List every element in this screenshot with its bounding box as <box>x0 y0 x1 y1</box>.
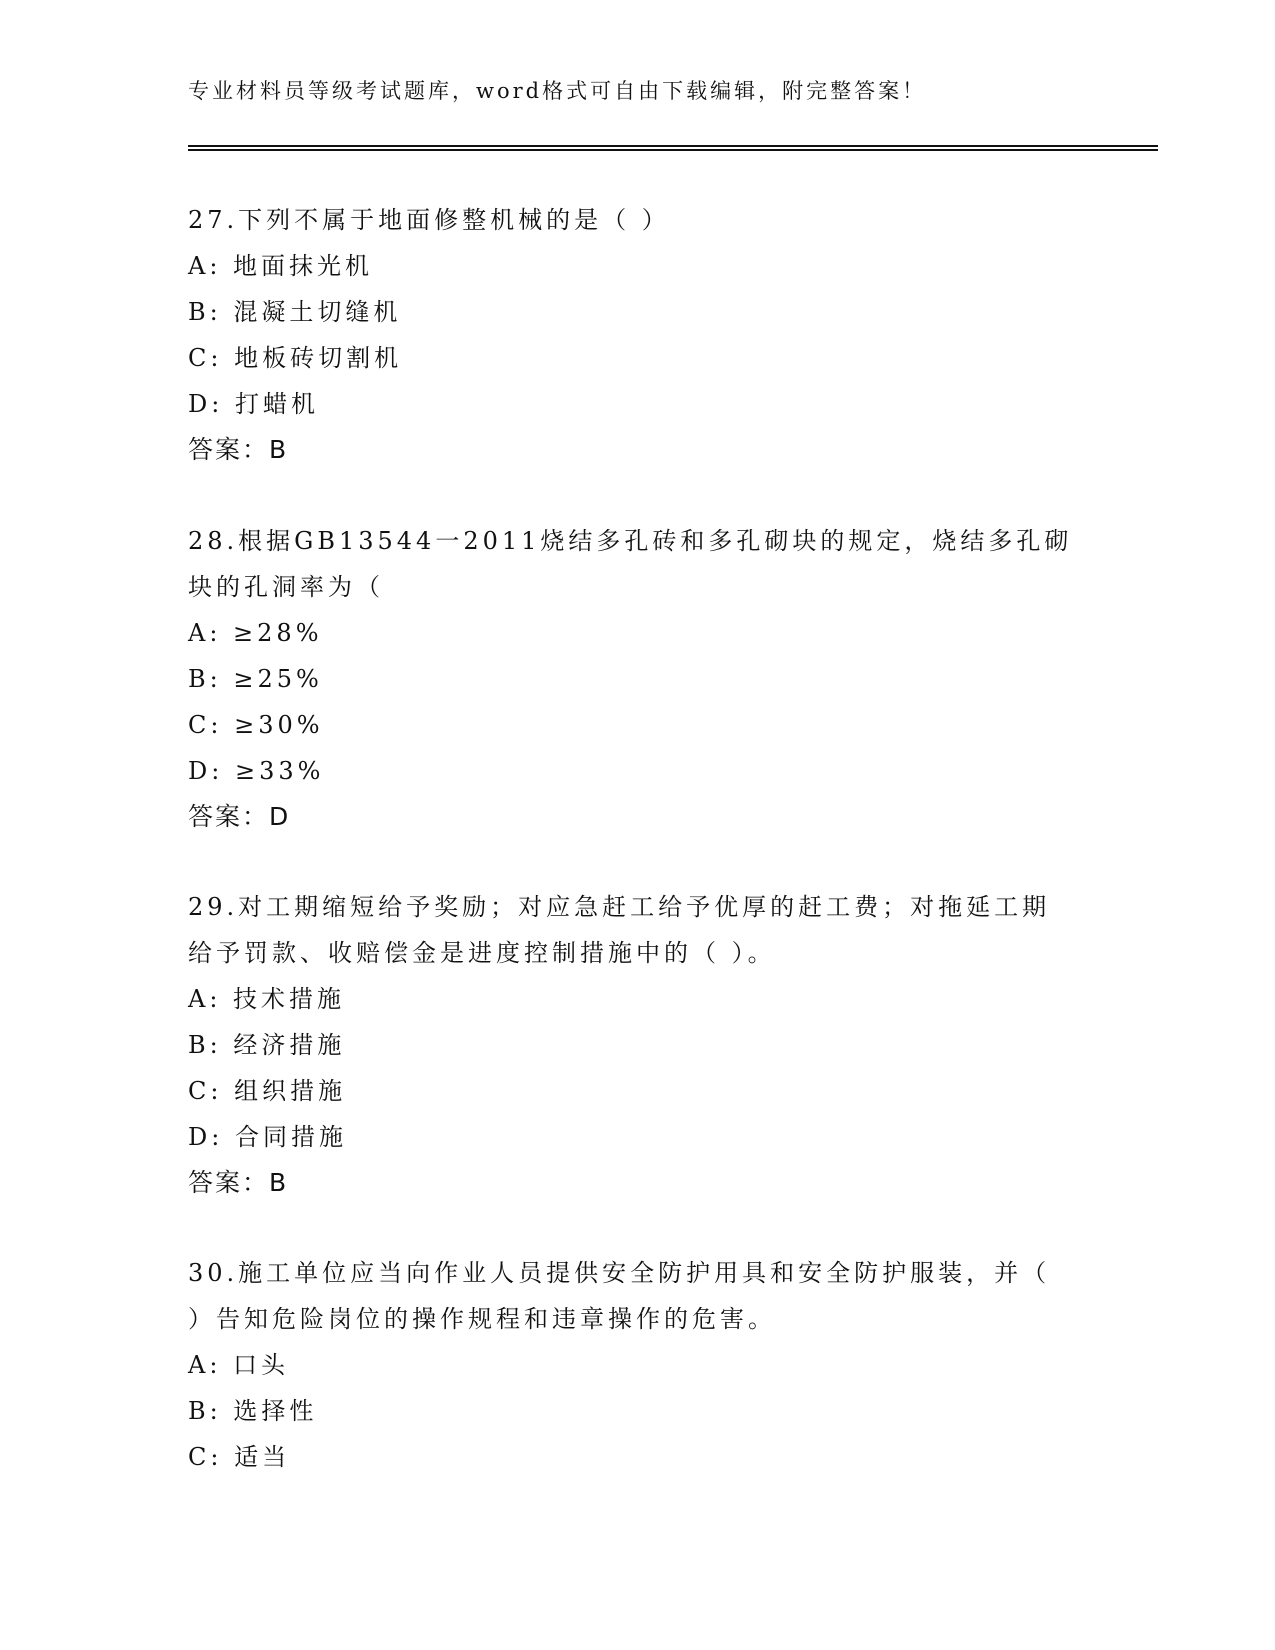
option-c: C: 地板砖切割机 <box>188 344 403 372</box>
answer: 答案：B <box>188 1168 289 1197</box>
option-c: C: ≥30% <box>188 711 324 739</box>
option-b: B: ≥25% <box>188 665 323 693</box>
option-b: B: 选择性 <box>188 1397 318 1425</box>
question-28 <box>188 518 1088 840</box>
question-stem: 30.施工单位应当向作业人员提供安全防护用具和安全防护服装，并（ <box>188 1259 1051 1287</box>
question-stem: 28.根据GB13544一2011烧结多孔砖和多孔砌块的规定，烧结多孔砌 <box>188 527 1073 555</box>
option-a: A: ≥28% <box>188 619 323 647</box>
question-stem-continued: 给予罚款、收赔偿金是进度控制措施中的（ ）。 <box>188 939 776 967</box>
option-b: B: 经济措施 <box>188 1031 346 1059</box>
header-divider <box>188 145 1158 151</box>
answer: 答案：B <box>188 435 289 464</box>
option-a: A: 口头 <box>188 1351 290 1379</box>
question-stem: 29.对工期缩短给予奖励；对应急赶工给予优厚的赶工费；对拖延工期 <box>188 893 1051 921</box>
question-stem-continued: ）告知危险岗位的操作规程和违章操作的危害。 <box>188 1305 776 1333</box>
option-c: C: 适当 <box>188 1443 291 1471</box>
question-29 <box>188 884 1088 1206</box>
question-stem-continued: 块的孔洞率为（ <box>188 573 384 601</box>
page-header: 专业材料员等级考试题库，word格式可自由下载编辑，附完整答案！ <box>188 79 927 103</box>
option-a: A: 地面抹光机 <box>188 252 374 280</box>
option-d: D: ≥33% <box>188 757 325 785</box>
option-b: B: 混凝土切缝机 <box>188 298 402 326</box>
question-stem: 27.下列不属于地面修整机械的是（ ） <box>188 206 670 234</box>
question-27 <box>188 197 1088 473</box>
question-30 <box>188 1250 1088 1480</box>
option-c: C: 组织措施 <box>188 1077 347 1105</box>
option-d: D: 打蜡机 <box>188 390 319 418</box>
answer: 答案：D <box>188 802 291 831</box>
option-d: D: 合同措施 <box>188 1123 347 1151</box>
option-a: A: 技术措施 <box>188 985 346 1013</box>
